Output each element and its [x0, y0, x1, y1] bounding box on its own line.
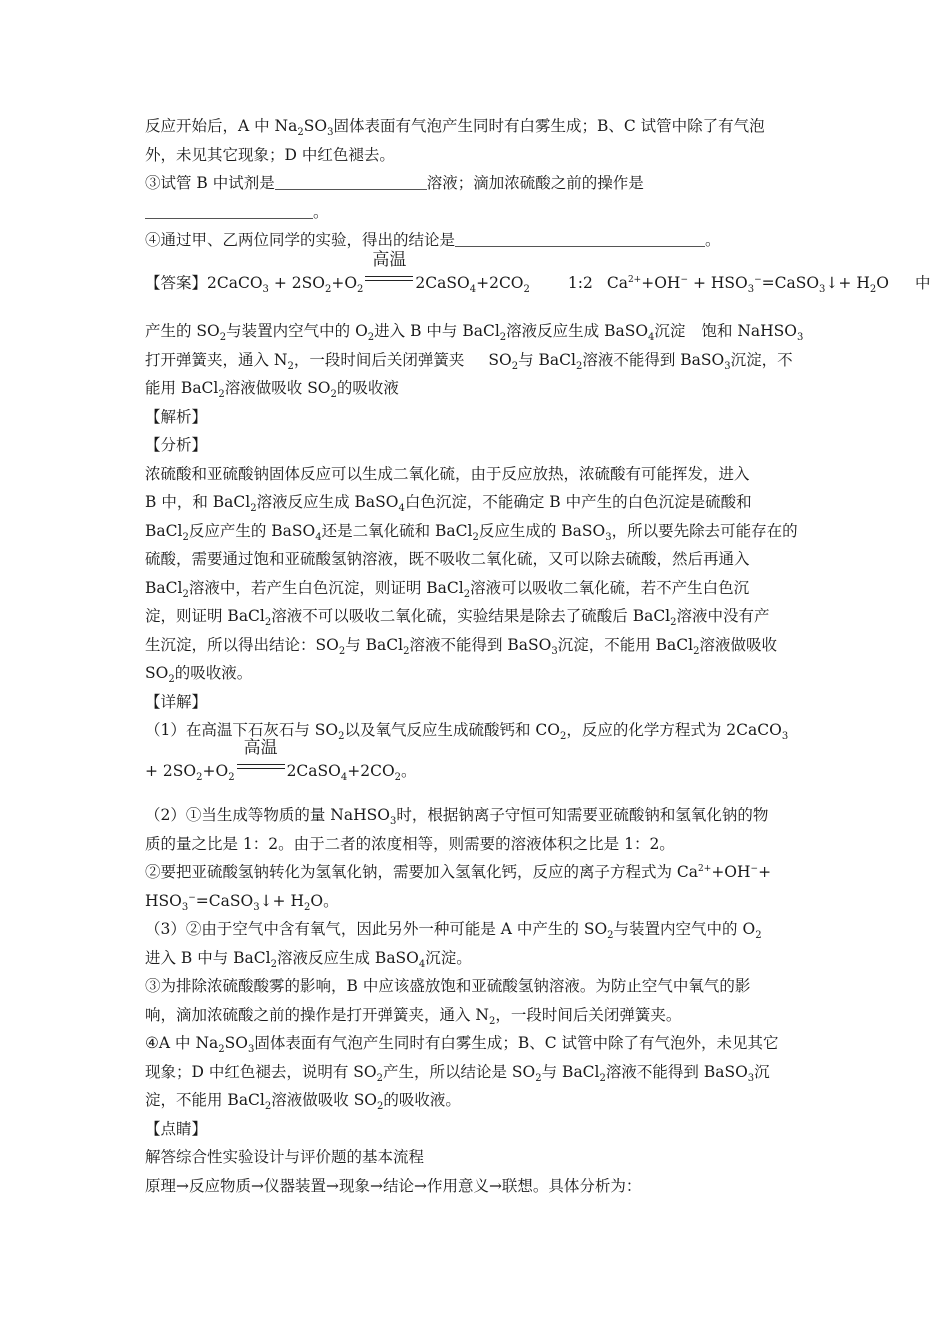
question-line: 。	[145, 198, 810, 227]
detail-line: + $2SO_2+O_2$ 高温 $2CaSO_4+2CO_2$。	[145, 737, 417, 783]
answer-blank	[275, 171, 427, 190]
detail-line: 进入 B 中与 BaCl$_2$溶液反应生成 BaSO$_4$沉淀。	[145, 948, 472, 970]
question-line: ④通过甲、乙两位同学的实验，得出的结论是 。	[145, 226, 810, 255]
summary-line: 原理→反应物质→仪器装置→现象→结论→作用意义→联想。具体分析为：	[145, 1176, 642, 1195]
detail-line: $HSO_3^-=CaSO_3↓+ H_2O$。	[145, 891, 339, 913]
detail-line: 响，滴加浓硫酸之前的操作是打开弹簧夹，通入 $N_2$，一段时间后关闭弹簧夹。	[145, 1005, 682, 1027]
analysis-line: 浓硫酸和亚硫酸钠固体反应可以生成二氧化硫，由于反应放热，浓硫酸有可能挥发，进入	[145, 464, 750, 483]
detail-line: ③为排除浓硫酸酸雾的影响，B 中应该盛放饱和亚硫酸氢钠溶液。为防止空气中氧气的影	[145, 977, 751, 995]
detail-line: ④A 中 $Na_2SO_3$固体表面有气泡产生同时有白雾生成；B、C 试管中除了有气泡外，未见其它	[145, 1034, 779, 1055]
section-heading-jiexi: 【解析】	[145, 407, 208, 426]
analysis-line: 淀，则证明 BaCl$_2$溶液不可以吸收二氧化硫，实验结果是除去了硫酸后 BaCl$_2$溶液中没有产	[145, 607, 770, 628]
detail-line: （1）在高温下石灰石与 $SO_2$以及氧气反应生成硫酸钙和 $CO_2$，反应的化学方程式为 2CaCO$_3$	[145, 721, 789, 742]
question-line: ③试管 B 中试剂是 溶液；滴加浓硫酸之前的操作是	[145, 169, 810, 198]
analysis-line: 硫酸，需要通过饱和亚硫酸氢钠溶液，既不吸收二氧化硫，又可以除去硫酸，然后再通入	[145, 550, 750, 568]
detail-line: （3）②由于空气中含有氧气，因此另外一种可能是 A 中产生的 $SO_2$与装置内空气中的 $O_2$	[145, 920, 762, 941]
analysis-line: BaCl$_2$溶液中，若产生白色沉淀，则证明 BaCl$_2$溶液可以吸收二氧化硫，若不产生白色沉	[145, 578, 750, 600]
section-heading-xiangjie: 【详解】	[145, 692, 208, 711]
analysis-line: $SO_2$的吸收液。	[145, 664, 253, 685]
answer-line: 【答案】2CaCO$_3$ + $2SO_2+O_2$ 高温 $2CaSO_4+2CO_2$ 1:2 $Ca^{2+}+OH^-$ + $HSO_3^-=CaSO_3↓+ H_2O$ 中	[145, 249, 931, 295]
detail-line: 现象；D 中红色褪去，说明有 $SO_2$产生，所以结论是 $SO_2$与 BaCl$_2$溶液不能得到 BaSO$_3$沉	[145, 1062, 770, 1084]
analysis-line: BaCl$_2$反应产生的 BaSO$_4$还是二氧化硫和 BaCl$_2$反应生成的 BaSO$_3$，所以要先除去可能存在的	[145, 521, 798, 543]
answer-blank	[455, 228, 705, 247]
section-heading-fenxi: 【分析】	[145, 436, 208, 454]
document-body	[145, 112, 931, 1200]
question-line: 外，未见其它现象；D 中红色褪去。	[145, 145, 395, 164]
detail-line: 质的量之比是 1：2。由于二者的浓度相等，则需要的溶液体积之比是 1：2。	[145, 834, 675, 853]
analysis-line: B 中，和 BaCl$_2$溶液反应生成 BaSO$_4$白色沉淀，不能确定 B 中产生的白色沉淀是硫酸和	[145, 493, 752, 514]
answer-blank	[145, 200, 313, 219]
detail-line: ②要把亚硫酸氢钠转化为氢氧化钠，需要加入氢氧化钙，反应的离子方程式为 $Ca^{2+}+OH^-+$	[145, 863, 772, 881]
detail-line: 淀，不能用 BaCl$_2$溶液做吸收 $SO_2$的吸收液。	[145, 1091, 461, 1112]
question-line: 反应开始后，A 中 $Na_2SO_3$固体表面有气泡产生同时有白雾生成；B、C 试管中除了有气泡	[145, 117, 765, 138]
detail-line: （2）①当生成等物质的量 NaHSO$_3$时，根据钠离子守恒可知需要亚硫酸钠和氢氧化钠的物	[145, 806, 769, 827]
answer-line: 打开弹簧夹，通入 $N_2$，一段时间后关闭弹簧夹 $SO_2$与 BaCl$_2$溶液不能得到 BaSO$_3$沉淀，不	[145, 350, 793, 372]
analysis-line: 生沉淀，所以得出结论：$SO_2$与 BaCl$_2$溶液不能得到 BaSO$_3$沉淀，不能用 BaCl$_2$溶液做吸收	[145, 635, 778, 657]
answer-line: 产生的 $SO_2$与装置内空气中的 $O_2$进入 B 中与 BaCl$_2$溶液反应生成 BaSO$_4$沉淀 饱和 NaHSO$_3$	[145, 322, 804, 343]
reaction-condition: 高温	[365, 270, 413, 290]
answer-line: 能用 BaCl$_2$溶液做吸收 $SO_2$的吸收液	[145, 379, 399, 400]
summary-line: 解答综合性实验设计与评价题的基本流程	[145, 1148, 425, 1166]
reaction-condition: 高温	[237, 758, 285, 778]
section-heading-dianjing: 【点睛】	[145, 1119, 208, 1138]
